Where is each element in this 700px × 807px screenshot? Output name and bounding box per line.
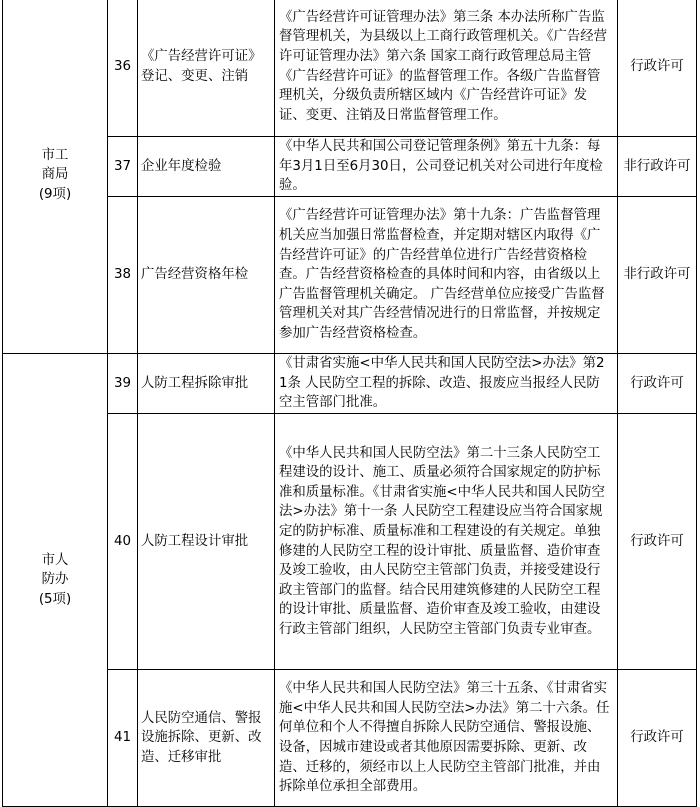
item-number: 38 <box>108 197 138 354</box>
dept-line: 防办 <box>41 572 69 588</box>
table-row <box>3 414 697 670</box>
item-type: 非行政许可 <box>618 197 697 354</box>
item-type: 行政许可 <box>618 670 697 807</box>
item-name: 人防工程拆除审批 <box>138 354 275 414</box>
dept-line: 商局 <box>41 167 69 183</box>
item-name: 《广告经营许可证》登记、变更、注销 <box>138 0 275 137</box>
legal-basis: 《中华人民共和国公司登记管理条例》第五十九条：每年3月1日至6月30日，公司登记机关对公司进行年度检验。 <box>275 137 618 197</box>
table-row <box>3 354 697 414</box>
table-row <box>3 0 697 137</box>
item-name: 人防工程设计审批 <box>138 414 275 670</box>
dept-line: 市工 <box>41 147 69 163</box>
item-name: 广告经营资格年检 <box>138 197 275 354</box>
table-row <box>3 197 697 354</box>
item-type: 行政许可 <box>618 0 697 137</box>
table-row <box>3 670 697 807</box>
item-number: 40 <box>108 414 138 670</box>
legal-basis: 《广告经营许可证管理办法》第三条 本办法所称广告监督管理机关，为县级以上工商行政管理机关。《广告经营许可证管理办法》第六条 国家工商行政管理总局主管《广告经营许可证》的监督管理工作。各级广告监督管理机关，分级负责所辖区域内《广告经营许可证》发证、变更、注销及日常监督管理工作。 <box>275 0 618 137</box>
legal-basis: 《甘肃省实施<中华人民共和国人民防空法>办法》第21条 人民防空工程的拆除、改造、报废应当报经人民防空主管部门批准。 <box>275 354 618 414</box>
item-name: 企业年度检验 <box>138 137 275 197</box>
item-number: 36 <box>108 0 138 137</box>
item-type: 行政许可 <box>618 354 697 414</box>
item-number: 37 <box>108 137 138 197</box>
item-number: 41 <box>108 670 138 807</box>
item-type: 非行政许可 <box>618 137 697 197</box>
item-number: 39 <box>108 354 138 414</box>
item-type: 行政许可 <box>618 414 697 670</box>
item-name: 人民防空通信、警报设施拆除、更新、改造、迁移审批 <box>138 670 275 807</box>
legal-basis: 《广告经营许可证管理办法》第十九条：广告监督管理机关应当加强日常监督检查，并定期对辖区内取得《广告经营许可证》的广告经营单位进行广告经营资格检查。广告经营资格检查的具体时间和内容，由省级以上广告监督管理机关确定。 广告经营单位应接受广告监督管理机关对其广告经营情况进行的日常监督，并按规定参加广告经营资格检查。 <box>275 197 618 354</box>
dept-cell <box>3 354 108 807</box>
legal-basis: 《中华人民共和国人民防空法》第二十三条人民防空工程建设的设计、施工、质量必须符合国家规定的防护标准和质量标准。《甘肃省实施<中华人民共和国人民防空法>办法》第十一条 人民防空工程建设应当符合国家规定的防护标准、质量标准和工程建设的有关规定。单独修建的人民防空工程的设计审批、质量监督、造价审查及竣工验收，由人民防空主管部门负责，并接受建设行政主管部门的监督。结合民用建筑修建的人民防空工程的设计审批、质量监督、造价审查及竣工验收，由建设行政主管部门组织，人民防空主管部门负责专业审查。 <box>275 414 618 670</box>
dept-line: 市人 <box>41 552 69 568</box>
dept-line: (9项) <box>38 186 72 202</box>
table-row <box>3 137 697 197</box>
legal-basis: 《中华人民共和国人民防空法》第三十五条、《甘肃省实施<中华人民共和国人民防空法>办法》第二十六条。任何单位和个人不得擅自拆除人民防空通信、警报设施、设备，因城市建设或者其他原因需要拆除、更新、改造、迁移的，须经市以上人民防空主管部门批准，并由拆除单位承担全部费用。 <box>275 670 618 807</box>
dept-cell <box>3 0 108 354</box>
dept-line: (5项) <box>38 591 72 607</box>
permit-table <box>2 0 697 807</box>
